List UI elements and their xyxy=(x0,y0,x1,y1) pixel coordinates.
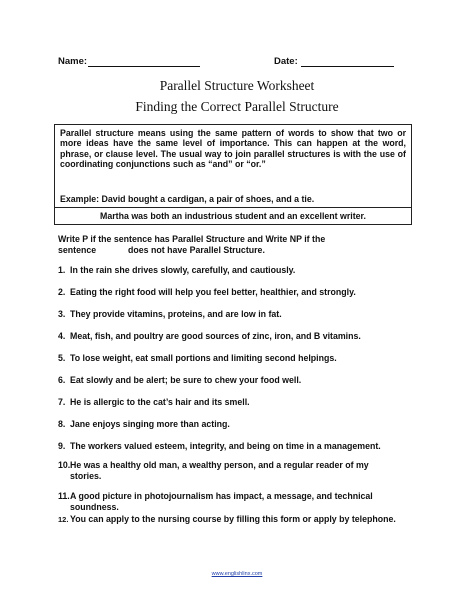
example-sentence-2: Martha was both an industrious student and an excellent writer. xyxy=(100,211,366,221)
name-field-line[interactable] xyxy=(88,66,200,67)
worksheet-subtitle: Finding the Correct Parallel Structure xyxy=(135,99,339,114)
question-2: 2. Eating the right food will help you feel better, healthier, and strongly. xyxy=(58,287,356,297)
question-8: 8. Jane enjoys singing more than acting. xyxy=(58,419,230,429)
question-4: 4. Meat, fish, and poultry are good sources of zinc, iron, and B vitamins. xyxy=(58,331,361,341)
question-1: 1. In the rain she drives slowly, carefully, and cautiously. xyxy=(58,265,296,275)
definition-box xyxy=(54,124,412,225)
instructions xyxy=(58,234,388,255)
name-label: Name: xyxy=(58,56,88,67)
example-divider xyxy=(55,207,411,208)
footer-link[interactable]: www.englishlinx.com xyxy=(211,571,263,577)
question-9: 9. The workers valued esteem, integrity, and being on time in a management. xyxy=(58,441,381,451)
question-10: 10.He was a healthy old man, a wealthy person, and a regular reader of my stories. xyxy=(58,460,369,481)
instructions-line-2b: does not have Parallel Structure. xyxy=(128,244,265,255)
question-6: 6. Eat slowly and be alert; be sure to chew your food well. xyxy=(58,375,302,385)
question-11: 11.A good picture in photojournalism has impact, a message, and technical soundness. xyxy=(58,491,373,512)
question-3: 3. They provide vitamins, proteins, and are low in fat. xyxy=(58,309,282,319)
instructions-line-1: Write P if the sentence has Parallel Structure and Write NP if the xyxy=(58,234,326,244)
definition-text: Parallel structure means using the same pattern of words to show that two or more ideas have the same level of importance. This can happen at the word, phrase, or clause level. The usual way to join parallel structures is with the use of coordinating conjunctions such as “and” or “or.” xyxy=(60,128,406,170)
instructions-line-2 xyxy=(58,245,388,256)
instructions-line-2a: sentence xyxy=(58,244,97,255)
worksheet-title: Parallel Structure Worksheet xyxy=(159,78,315,93)
question-7: 7. He is allergic to the cat’s hair and its smell. xyxy=(58,397,250,407)
question-12: 12. You can apply to the nursing course by filling this form or apply by telephone. xyxy=(58,514,396,524)
example-sentence-1: Example: David bought a cardigan, a pair of shoes, and a tie. xyxy=(60,194,315,204)
question-5: 5. To lose weight, eat small portions and limiting second helpings. xyxy=(58,353,337,363)
date-field-line[interactable] xyxy=(301,66,394,67)
date-label: Date: xyxy=(274,56,298,67)
